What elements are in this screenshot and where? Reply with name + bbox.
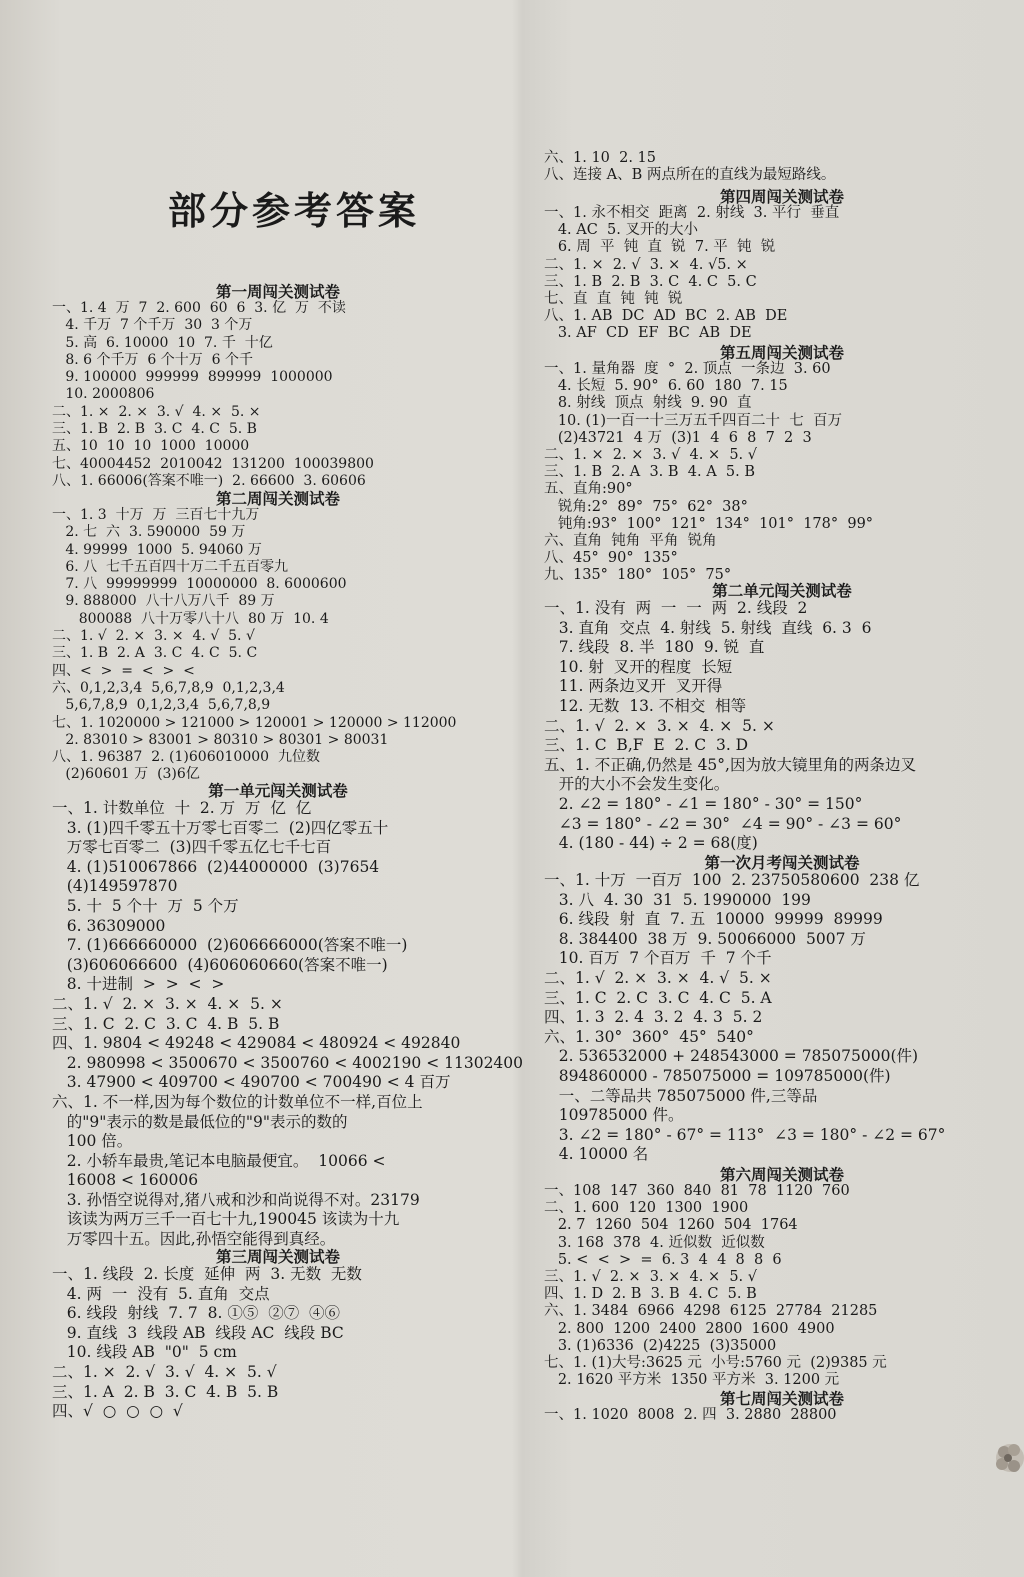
section-top-lines [544, 150, 1020, 184]
answer-line: 2. 1620 平方米 1350 平方米 3. 1200 元 [544, 1372, 840, 1389]
answer-line: 2. 980998 < 3500670 < 3500760 < 4002190 < 11302400 [52, 1053, 524, 1072]
answer-line: 10. (1)一百一十三万五千四百二十 七 百万 [544, 412, 842, 429]
section-lines [52, 799, 524, 1250]
section-lines [544, 599, 1020, 854]
answer-line: 开的大小不会发生变化。 [544, 775, 730, 794]
answer-line: 一、1. 线段 2. 长度 延伸 两 3. 无数 无数 [52, 1265, 362, 1283]
answer-line: 一、1. 十万 一百万 100 2. 23750580600 238 亿 [544, 871, 920, 889]
answer-line: 二、1. √ 2. × 3. × 4. × 5. × [52, 994, 283, 1013]
answer-line: 锐角:2° 89° 75° 62° 38° [544, 498, 748, 515]
section-week2 [52, 490, 504, 784]
section-heading: 第二单元闯关测试卷 [712, 581, 852, 600]
answer-line: 2. ∠2 = 180° - ∠1 = 180° - 30° = 150° [544, 794, 863, 813]
answer-line: 2. 536532000 + 248543000 = 785075000(件) [544, 1047, 919, 1066]
answer-line: 一、二等品共 785075000 件,三等品 [544, 1086, 818, 1105]
answer-line: 七、直 直 钝 钝 锐 [544, 291, 683, 308]
section-week6 [544, 1166, 1020, 1389]
section-unit1 [52, 781, 524, 1250]
answer-line: 11. 两条边叉开 叉开得 [544, 677, 723, 696]
answer-line: 六、直角 钝角 平角 锐角 [544, 533, 717, 550]
answer-line: 5. 十 5 个十 万 5 个万 [52, 896, 239, 915]
answer-line: 3. 直角 交点 4. 射线 5. 射线 直线 6. 3 6 [544, 618, 872, 637]
answer-line: 五、1. 不正确,仍然是 45°,因为放大镜里角的两条边叉 [544, 755, 916, 774]
answer-line: 9. 直线 3 线段 AB 线段 AC 线段 BC [52, 1323, 344, 1342]
section-lines [544, 1183, 1020, 1389]
answer-line: 一、1. 量角器 度 ° 2. 顶点 一条边 3. 60 [544, 361, 831, 377]
section-monthly1 [544, 854, 1020, 1165]
answer-line: 100 倍。 [52, 1132, 133, 1151]
answer-line: 九、135° 180° 105° 75° [544, 567, 732, 584]
answer-line: 4. 千万 7 个千万 30 3 个万 [52, 317, 253, 334]
section-lines [544, 871, 1020, 1165]
answer-line: 一、108 147 360 840 81 78 1120 760 [544, 1183, 850, 1199]
answer-line: 3. 八 4. 30 31 5. 1990000 199 [544, 890, 811, 909]
answer-line: 5. 高 6. 10000 10 7. 千 十亿 [52, 334, 273, 351]
answer-line: 二、1. × 2. × 3. √ 4. × 5. × [52, 403, 261, 420]
section-lines [544, 150, 1020, 184]
answer-line: 10. 射 叉开的程度 长短 [544, 657, 733, 676]
answer-line: 六、1. 3484 6966 4298 6125 27784 21285 [544, 1303, 878, 1320]
answer-line: 9. 888000 八十八万八千 89 万 [52, 593, 275, 610]
answer-line: 四、1. D 2. B 3. B 4. C 5. B [544, 1286, 757, 1303]
answer-line: 一、1. 永不相交 距离 2. 射线 3. 平行 垂直 [544, 205, 840, 221]
answer-line: 一、1. 3 十万 万 三百七十九万 [52, 507, 260, 523]
answer-line: 10. 百万 7 个百万 千 7 个千 [544, 949, 772, 968]
answer-line: 六、1. 不一样,因为每个数位的计数单位不一样,百位上 [52, 1092, 423, 1111]
answer-line: 4. 长短 5. 90° 6. 60 180 7. 15 [544, 378, 788, 395]
section-heading: 第一次月考闯关测试卷 [704, 853, 860, 872]
section-lines [52, 1265, 504, 1422]
answer-line: 3. (1)四千零五十万零七百零二 (2)四亿零五十 [52, 818, 389, 837]
answer-line: 16008 < 160006 [52, 1171, 199, 1190]
answer-line: 八、1. 96387 2. (1)606010000 九位数 [52, 749, 320, 766]
answer-line: 4. (1)510067866 (2)44000000 (3)7654 [52, 857, 380, 876]
section-week1 [52, 283, 504, 490]
answer-line: 12. 无数 13. 不相交 相等 [544, 696, 747, 715]
answer-line: 9. 100000 999999 899999 1000000 [52, 369, 333, 386]
answer-line: 三、1. B 2. A 3. C 4. C 5. C [52, 645, 258, 662]
answer-line: (3)606066600 (4)606060660(答案不唯一) [52, 955, 388, 974]
answer-line: 894860000 - 785075000 = 109785000(件) [544, 1066, 891, 1085]
section-heading: 第六周闯关测试卷 [719, 1165, 844, 1184]
answer-line: 三、1. C B,F E 2. C 3. D [544, 736, 749, 755]
section-heading: 第二周闯关测试卷 [215, 489, 340, 508]
answer-line: 6. 36309000 [52, 916, 166, 935]
answer-line: 4. 10000 名 [544, 1145, 649, 1164]
answer-line: 八、连接 A、B 两点所在的直线为最短路线。 [544, 167, 836, 184]
answer-line: 4. 两 一 没有 5. 直角 交点 [52, 1284, 270, 1303]
section-lines [544, 361, 1020, 585]
answer-line: 七、1. (1)大号:3625 元 小号:5760 元 (2)9385 元 [544, 1355, 887, 1372]
answer-line: 6. 线段 射 直 7. 五 10000 99999 89999 [544, 910, 883, 929]
answer-line: 8. 6 个千万 6 个十万 6 个千 [52, 351, 254, 368]
answer-line: 八、1. AB DC AD BC 2. AB DE [544, 308, 788, 325]
answer-line: 三、1. A 2. B 3. C 4. B 5. B [52, 1382, 279, 1401]
section-lines [52, 300, 504, 490]
answer-line: 109785000 件。 [544, 1106, 684, 1125]
answer-line: 7. 线段 8. 半 180 9. 锐 直 [544, 638, 765, 657]
answer-line: 四、√ ○ ○ ○ √ [52, 1402, 183, 1421]
answer-line: 5. < < > = 6. 3 4 4 8 8 6 [544, 1251, 782, 1268]
section-heading: 第七周闯关测试卷 [719, 1389, 844, 1408]
answer-line: 2. 七 六 3. 590000 59 万 [52, 524, 246, 541]
page-title: 部分参考答案 [168, 188, 421, 233]
section-heading: 第一周闯关测试卷 [215, 282, 340, 301]
answer-line: 三、1. √ 2. × 3. × 4. × 5. √ [544, 1269, 758, 1286]
section-heading: 第五周闯关测试卷 [719, 343, 844, 362]
answer-line: 3. ∠2 = 180° - 67° = 113° ∠3 = 180° - ∠2 = 67° [544, 1125, 946, 1144]
answer-line: 七、1. 1020000 > 121000 > 120001 > 120000 > 112000 [52, 714, 457, 731]
answer-line: 三、1. B 2. A 3. B 4. A 5. B [544, 464, 756, 481]
answer-line: 3. 168 378 4. 近似数 近似数 [544, 1234, 765, 1251]
answer-line: 一、1. 没有 两 一 一 两 2. 线段 2 [544, 599, 808, 617]
answer-line: 800088 八十万零八十八 80 万 10. 4 [52, 610, 329, 627]
answer-line: 10. 线段 AB "0" 5 cm [52, 1343, 237, 1362]
answer-line: 三、1. B 2. B 3. C 4. C 5. B [52, 421, 257, 438]
answer-line: 3. (1)6336 (2)4225 (3)35000 [544, 1337, 777, 1354]
answer-line: 3. 孙悟空说得对,猪八戒和沙和尚说得不对。23179 [52, 1190, 420, 1209]
answer-line: 二、1. 600 120 1300 1900 [544, 1200, 749, 1217]
answer-line: ∠3 = 180° - ∠2 = 30° ∠4 = 90° - ∠3 = 60° [544, 814, 902, 833]
section-lines [544, 1407, 1020, 1424]
answer-line: 8. 384400 38 万 9. 50066000 5007 万 [544, 929, 866, 948]
answer-line: 二、1. √ 2. × 3. × 4. √ 5. √ [52, 628, 255, 645]
answer-line: 四、1. 3 2. 4 3. 2 4. 3 5. 2 [544, 1008, 763, 1027]
answer-line: 二、1. × 2. √ 3. √ 4. × 5. √ [52, 1362, 277, 1381]
answer-line: 2. 小轿车最贵,笔记本电脑最便宜。 10066 < [52, 1151, 386, 1170]
section-week5 [544, 344, 1020, 585]
answer-line: 三、1. B 2. B 3. C 4. C 5. C [544, 273, 757, 290]
answer-line: 8. 射线 顶点 射线 9. 90 直 [544, 395, 752, 412]
answer-line: 三、1. C 2. C 3. C 4. C 5. A [544, 988, 772, 1007]
answer-line: 二、1. × 2. √ 3. × 4. √5. × [544, 256, 748, 273]
section-week4 [544, 188, 1020, 343]
answer-line: 该读为两万三千一百七十九,190045 该读为十九 [52, 1210, 400, 1229]
answer-line: 钝角:93° 100° 121° 134° 101° 178° 99° [544, 515, 874, 532]
answer-line: 2. 800 1200 2400 2800 1600 4900 [544, 1320, 835, 1337]
answer-line: 万零四十五。因此,孙悟空能得到真经。 [52, 1230, 336, 1249]
section-week7 [544, 1390, 1020, 1424]
answer-line: 6. 线段 射线 7. 7 8. ①⑤ ②⑦ ④⑥ [52, 1304, 341, 1323]
answer-line: 2. 83010 > 83001 > 80310 > 80301 > 80031 [52, 731, 389, 748]
answer-line: 二、1. × 2. × 3. √ 4. × 5. √ [544, 447, 758, 464]
answer-line: 6. 八 七千五百四十万二千五百零九 [52, 558, 289, 575]
answer-line: 7. 八 99999999 10000000 8. 6000600 [52, 576, 347, 593]
section-week3 [52, 1248, 504, 1422]
answer-line: 3. 47900 < 409700 < 490700 < 700490 < 4 百万 [52, 1073, 451, 1092]
section-heading: 第一单元闯关测试卷 [208, 781, 348, 800]
answer-line: 三、1. C 2. C 3. C 4. B 5. B [52, 1014, 280, 1033]
answer-line: 七、40004452 2010042 131200 100039800 [52, 455, 374, 472]
flower-decoration-icon [984, 1428, 1024, 1488]
answer-line: 4. (180 - 44) ÷ 2 = 68(度) [544, 834, 758, 853]
answer-line: 10. 2000806 [52, 386, 155, 403]
answer-line: 的"9"表示的数是最低位的"9"表示的数的 [52, 1112, 348, 1131]
answer-line: (2)43721 4 万 (3)1 4 6 8 7 2 3 [544, 429, 812, 446]
answer-line: 六、0,1,2,3,4 5,6,7,8,9 0,1,2,3,4 [52, 679, 285, 696]
answer-line: (4)149597870 [52, 877, 178, 896]
answer-line: 8. 十进制 > > < > [52, 975, 225, 994]
answer-line: 5,6,7,8,9 0,1,2,3,4 5,6,7,8,9 [52, 697, 271, 714]
answer-line: (2)60601 万 (3)6亿 [52, 766, 200, 783]
answer-line: 八、45° 90° 135° [544, 550, 678, 567]
answer-line: 3. AF CD EF BC AB DE [544, 325, 752, 342]
answer-line: 四、< > = < > < [52, 662, 195, 679]
answer-line: 一、1. 计数单位 十 2. 万 万 亿 亿 [52, 799, 312, 817]
section-heading: 第三周闯关测试卷 [215, 1247, 340, 1266]
answer-line: 八、1. 66006(答案不唯一) 2. 66600 3. 60606 [52, 472, 366, 489]
answer-line: 万零七百零二 (3)四千零五亿七千七百 [52, 838, 332, 857]
answer-line: 6. 周 平 钝 直 锐 7. 平 钝 锐 [544, 239, 776, 256]
section-lines [52, 507, 504, 784]
answer-line: 四、1. 9804 < 49248 < 429084 < 480924 < 492840 [52, 1034, 461, 1053]
answer-line: 4. 99999 1000 5. 94060 万 [52, 541, 262, 558]
answer-line: 五、直角:90° [544, 481, 633, 498]
answer-line: 一、1. 4 万 7 2. 600 60 6 3. 亿 万 不读 [52, 300, 346, 316]
answer-line: 2. 7 1260 504 1260 504 1764 [544, 1217, 798, 1234]
section-heading: 第四周闯关测试卷 [719, 187, 844, 206]
answer-line: 7. (1)666660000 (2)606666000(答案不唯一) [52, 936, 408, 955]
answer-line: 六、1. 30° 360° 45° 540° [544, 1027, 754, 1046]
answer-line: 六、1. 10 2. 15 [544, 150, 657, 166]
answer-line: 一、1. 1020 8008 2. 四 3. 2880 28800 [544, 1407, 837, 1423]
answer-line: 二、1. √ 2. × 3. × 4. √ 5. × [544, 968, 772, 987]
answer-line: 五、10 10 10 1000 10000 [52, 438, 250, 455]
section-lines [544, 205, 1020, 343]
answer-line: 二、1. √ 2. × 3. × 4. × 5. × [544, 716, 775, 735]
answer-line: 4. AC 5. 叉开的大小 [544, 222, 698, 239]
section-unit2 [544, 582, 1020, 854]
